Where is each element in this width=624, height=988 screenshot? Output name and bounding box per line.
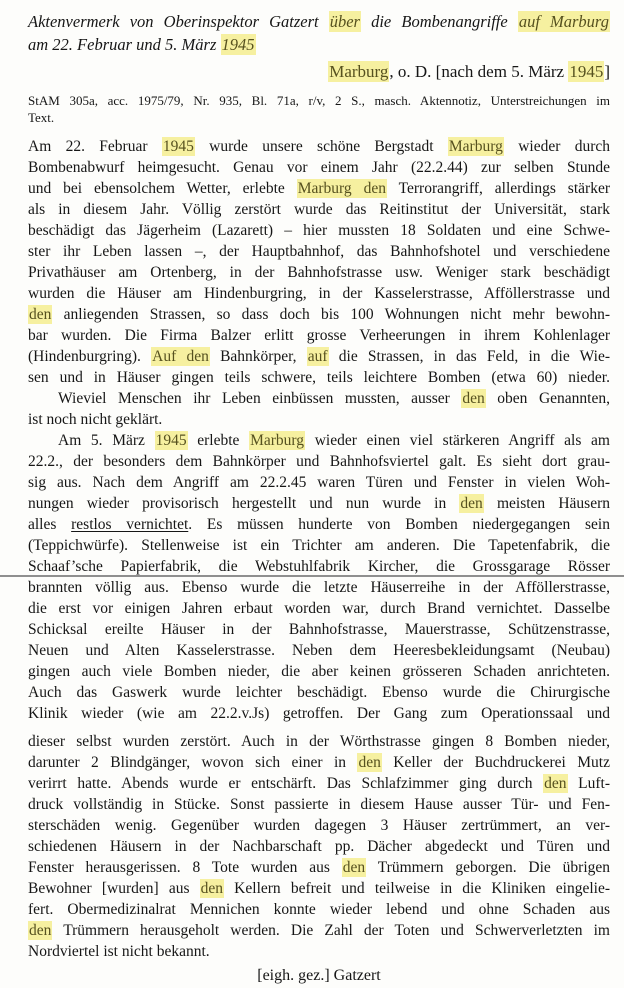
text-line	[28, 514, 610, 535]
signature: [eigh. gez.] Gatzert	[257, 967, 381, 984]
text-segment: Am 22. Februar	[28, 138, 162, 155]
dateline	[28, 61, 610, 83]
text-segment: und bei ebensolchem Wetter, erlebte	[28, 180, 297, 197]
text-line	[28, 262, 610, 283]
text-segment: am 22. Februar und 5. März	[28, 35, 221, 54]
text-line	[28, 703, 610, 724]
text-segment: Am 5. März	[58, 432, 155, 449]
text-segment: Auch das Gaswerk wurde leichter beschädigt. Ebenso wurde die Chirurgische	[28, 684, 610, 701]
text-segment: sen und in Häuser gingen teils schwere, teils leichtere Bomben (etwa 60) nieder.	[28, 369, 610, 386]
text-segment: Kellern befreit und teilweise in die Kliniken eingelie-	[224, 880, 610, 897]
text-line	[28, 836, 610, 857]
text-segment: alles	[28, 516, 72, 533]
text-segment: Neuen und Alten Kasselerstrasse. Neben dem Heeresbekleidungsamt (Neubau)	[28, 642, 610, 659]
text-line	[28, 109, 610, 126]
text-line	[28, 430, 610, 451]
text-segment: Bewohner [wurden] aus	[28, 880, 200, 897]
text-segment: . Es müssen hunderte von Bomben niedergegangen sein	[188, 516, 610, 533]
text-segment: ster ihr Leben lassen –, der Hauptbahnhof, das Bahnhofshotel und verschiedene	[28, 243, 610, 260]
document-body	[28, 136, 610, 962]
text-segment: brannten völlig aus. Ebenso wurde die letzte Häuserreihe in der Afföllerstrasse,	[28, 579, 610, 596]
text-line	[28, 388, 610, 409]
text-line	[28, 815, 610, 836]
text-segment: fert. Obermedizinalrat Mennichen konnte wieder lebend und ohne Schaden aus	[28, 901, 610, 918]
highlighted-text: den	[544, 775, 567, 792]
text-segment: Schicksal ereilte Häuser in der Bahnhofstrasse, Mauerstrasse, Schützenstrasse,	[28, 621, 610, 638]
text-line	[28, 941, 610, 962]
text-segment: gingen auch viele Bomben nieder, die aber keinen grösseren Schaden anrichteten.	[28, 663, 610, 680]
text-segment: Bombenabwurf heimgesucht. Genau vor einem Jahr (22.2.44) zur selben Stunde	[28, 159, 610, 176]
highlighted-text: Marburg	[250, 432, 305, 449]
text-line	[28, 640, 610, 661]
text-line	[28, 598, 610, 619]
text-segment: Klinik wieder (wie am 22.2.v.Js) getroffen. Der Gang zum Operationssaal und	[28, 705, 610, 722]
text-segment: Text.	[28, 110, 55, 125]
text-segment: sterschäden wenig. Gegenüber wurden dagegen 3 Häuser zertrümmert, an ver-	[28, 817, 610, 834]
text-segment: StAM 305a, acc. 1975/79, Nr. 935, Bl. 71a, r/v, 2 S., masch. Aktennotiz, Unterstreichungen im	[28, 93, 610, 108]
text-segment: druck vollständig in Stücke. Sonst passierte in diesem Hause ausser Tür- und Fen-	[28, 796, 610, 813]
highlighted-text: über	[329, 12, 360, 31]
text-segment: Trümmern geborgen. Die übrigen	[366, 859, 611, 876]
text-segment: ]	[604, 62, 610, 81]
text-line	[28, 472, 610, 493]
highlighted-text: Marburg	[329, 62, 389, 81]
text-line	[28, 535, 610, 556]
text-segment: die Strassen, in das Feld, in die Wie-	[328, 348, 610, 365]
highlighted-text: Marburg den	[297, 180, 386, 197]
text-segment: Keller der Buchdruckerei Mutz	[381, 754, 610, 771]
highlighted-text: den	[462, 390, 485, 407]
text-line	[28, 661, 610, 682]
text-line	[28, 752, 610, 773]
text-line	[28, 920, 610, 941]
text-line	[28, 409, 610, 430]
text-line	[28, 493, 610, 514]
text-line	[28, 178, 610, 199]
highlighted-text: auf	[307, 348, 328, 365]
text-line-with-fold-line	[28, 577, 610, 598]
highlighted-text: den	[358, 754, 381, 771]
text-segment: (Teppichwürfe). Stellenweise ist ein Trichter am anderen. Die Tapetenfabrik, die	[28, 537, 610, 554]
text-segment: Privathäuser am Ortenberg, in der Bahnhofstrasse usw. Weniger stark beschädigt	[28, 264, 610, 281]
text-segment: wieder durch	[503, 138, 610, 155]
text-segment: wieder einen viel stärkeren Angriff als am	[305, 432, 610, 449]
text-line	[28, 325, 610, 346]
source-note	[28, 92, 610, 126]
text-segment: (Hindenburgring).	[28, 348, 152, 365]
highlighted-text: den	[460, 495, 483, 512]
text-segment: Aktenvermerk von Oberinspektor Gatzert	[28, 12, 329, 31]
highlighted-text: den	[29, 306, 52, 323]
text-line	[28, 10, 610, 33]
highlighted-text: den	[200, 880, 224, 897]
text-line	[28, 61, 610, 83]
text-segment: beschädigt das Jägerheim (Lazarett) – hier mussten 18 Soldaten und eine Schwe-	[28, 222, 610, 239]
text-line	[28, 731, 610, 752]
text-segment: ist noch nicht geklärt.	[28, 411, 163, 428]
text-line	[28, 241, 610, 262]
text-segment: bar wurden. Die Firma Balzer erlitt grosse Verheerungen in ihrem Kohlenlager	[28, 327, 610, 344]
text-segment: die Bombenangriffe	[360, 12, 518, 31]
text-line	[28, 346, 610, 367]
text-line	[28, 33, 610, 56]
text-segment: oben Genannten,	[485, 390, 610, 407]
text-segment: anliegenden Strassen, so dass doch bis 100 Wohnungen nicht mehr bewohn-	[52, 306, 610, 323]
text-segment: Trümmern herausgeholt werden. Die Zahl der Toten und Schwerverletzten im	[52, 922, 610, 939]
text-line	[28, 304, 610, 325]
text-line	[28, 451, 610, 472]
highlighted-text: 1945	[569, 62, 604, 81]
text-segment: darunter 2 Blindgänger, wovon sich einer in	[28, 754, 358, 771]
highlighted-text: den	[342, 859, 366, 876]
text-line	[28, 899, 610, 920]
text-segment: Schaaf’sche Papierfabrik, die Webstuhlfabrik Kircher, die Grossgarage Rösser	[28, 558, 610, 575]
highlighted-text: 1945	[162, 138, 194, 155]
text-line	[28, 283, 610, 304]
text-segment: erlebte	[187, 432, 250, 449]
highlighted-text: 1945	[221, 35, 255, 54]
text-segment: sig aus. Nach dem Angriff am 22.2.45 waren Türen und Fenster in vielen Woh-	[28, 474, 610, 491]
highlighted-text: auf Marburg	[518, 12, 609, 31]
text-line	[28, 773, 610, 794]
text-segment: wurden die Häuser am Hindenburgring, in der Kasselerstrasse, Afföllerstrasse und	[28, 285, 610, 302]
text-segment: 22.2., der besonders dem Bahnkörper und Bahnhofsviertel galt. Es sieht dort grau-	[28, 453, 610, 470]
text-segment: schiedenen Häusern in der Nachbarschaft pp. Dächer abgedeckt und Türen und	[28, 838, 610, 855]
text-segment: Luft-	[567, 775, 610, 792]
text-segment: nungen wieder provisorisch hergestellt und nun wurde in	[28, 495, 460, 512]
text-segment: wurde unsere schöne Bergstadt	[194, 138, 448, 155]
text-segment: die erst vor einigen Jahren erbaut worden war, durch Brand vernichtet. Dasselbe	[28, 600, 610, 617]
text-segment: meisten Häusern	[483, 495, 611, 512]
text-line	[28, 199, 610, 220]
text-segment: als in diesem Jahr. Völlig zerstört wurde das Reitinstitut der Universität, stark	[28, 201, 610, 218]
text-line	[28, 220, 610, 241]
text-segment: Terrorangriff, allerdings stärker	[386, 180, 610, 197]
text-line	[28, 556, 610, 577]
text-line	[28, 857, 610, 878]
text-line	[28, 157, 610, 178]
text-line	[28, 92, 610, 109]
highlighted-text: Auf den	[152, 348, 209, 365]
text-segment: Bahnkörper,	[209, 348, 307, 365]
text-line	[28, 136, 610, 157]
highlighted-text: Marburg	[448, 138, 503, 155]
highlighted-text: 1945	[155, 432, 187, 449]
text-segment: , o. D. [nach dem 5. März	[389, 62, 569, 81]
text-line	[28, 794, 610, 815]
text-line	[28, 619, 610, 640]
text-segment: Fenster herausgerissen. 8 Tote wurden aus	[28, 859, 342, 876]
text-line	[28, 878, 610, 899]
text-line	[28, 682, 610, 703]
text-segment: verirrt hatte. Abends wurde er entschärft. Das Schlafzimmer ging durch	[28, 775, 544, 792]
document-title	[28, 10, 610, 56]
text-segment: Nordviertel ist nicht bekannt.	[28, 943, 210, 960]
highlighted-text: den	[29, 922, 52, 939]
text-segment: dieser selbst wurden zerstört. Auch in der Wörthstrasse gingen 8 Bomben nieder,	[28, 733, 610, 750]
text-segment: Wieviel Menschen ihr Leben einbüssen mussten, ausser	[58, 390, 462, 407]
underlined-text: restlos vernichtet	[71, 516, 189, 533]
text-line	[28, 367, 610, 388]
